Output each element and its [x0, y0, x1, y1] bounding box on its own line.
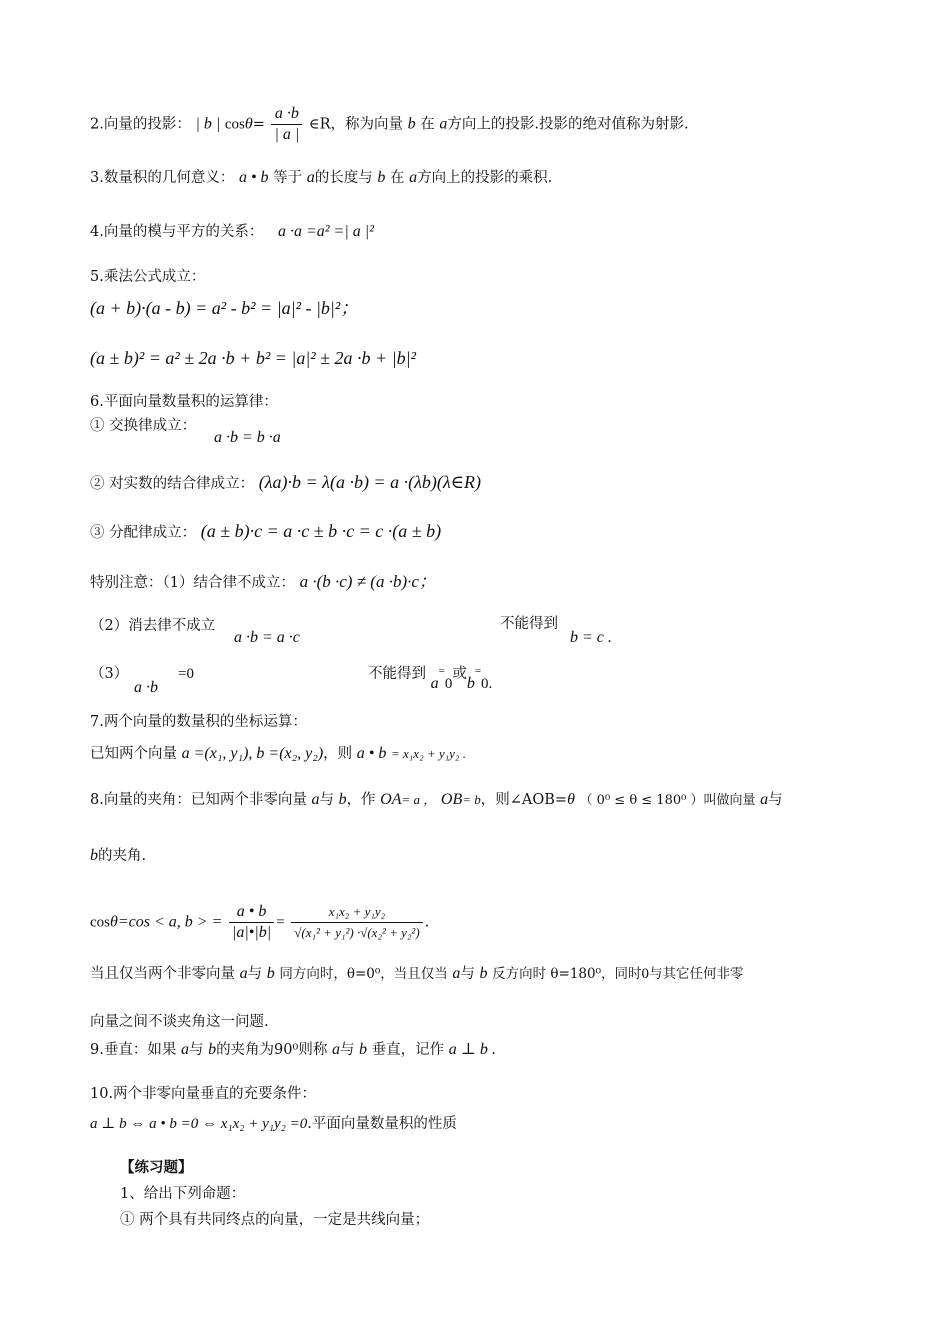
same-dir-line-2 — [90, 1012, 870, 1032]
notes-n3-eq0: = — [438, 665, 445, 677]
exercises-q1-item1-line — [120, 1210, 900, 1230]
angle-end: . — [424, 914, 430, 931]
projection-in-r: ∈R，称为向量 — [308, 116, 404, 133]
exercises-q1-item1: ① 两个具有共同终点的向量，一定是共线向量； — [120, 1212, 430, 1228]
modulus-label: 4.向量的模与平方的关系： — [90, 224, 264, 240]
angle-theta: θ — [567, 791, 575, 808]
angle-eq-a: = a ， — [401, 792, 437, 807]
notes-n3-or: 或 — [452, 666, 467, 682]
notes-n2-expr: a ·b = a ·c — [234, 629, 300, 646]
same-dir-line2: 向量之间不谈夹角这一问题. — [90, 1014, 269, 1030]
angle-fraction-2 — [291, 902, 422, 943]
notes-line-2-end — [570, 628, 770, 648]
angle-make: ，作 — [346, 792, 376, 808]
laws-l2-expr: (λa)·b = λ(a ·b) = a ·(λb)(λ∈R) — [258, 472, 481, 492]
angle-frac2-num: x₁x₂ + y₁y₂ — [291, 902, 422, 923]
notes-n3-eq1: = — [474, 665, 482, 677]
condition-label: 10.两个非零向量垂直的充要条件： — [90, 1086, 317, 1102]
angle-frac1-num: a • b — [229, 902, 274, 923]
notes-n1-expr: a ·(b ·c) ≠ (a ·b)·c； — [299, 572, 436, 591]
same-dir-t2: 同方向时，θ=0⁰，当且仅当 — [279, 966, 448, 982]
angle-frac1-den: |a|•|b| — [231, 924, 272, 941]
geometric-a: a — [306, 169, 315, 186]
angle-cos-label: cos — [90, 914, 110, 931]
coordinate-then: ，则 — [323, 746, 353, 762]
coordinate-text: 已知两个向量 — [90, 746, 177, 762]
projection-den: | a | — [274, 126, 300, 143]
angle-label: 8.向量的夹角：已知两个非零向量 — [90, 792, 307, 808]
notes-line-3-rest — [368, 664, 828, 692]
angle-with2: 与 — [768, 792, 783, 808]
same-dir-a2: a — [452, 965, 461, 982]
perpendicular-text: 的夹角为90⁰则称 — [216, 1042, 328, 1058]
laws-label-line — [90, 392, 870, 412]
modulus-line — [90, 222, 870, 242]
notes-n3-zero2: 0. — [481, 676, 493, 692]
perpendicular-label: 9.垂直：如果 — [90, 1042, 177, 1058]
laws-l1-text: ① 交换律成立： — [90, 418, 197, 434]
laws-l2-text: ② 对实数的结合律成立： — [90, 476, 255, 492]
notes-n3-a: a — [430, 675, 439, 692]
angle-with: 与 — [319, 792, 334, 808]
notes-n3-eq: =0 — [178, 666, 194, 682]
same-dir-a: a — [239, 965, 248, 982]
angle-then: ，则∠AOB= — [480, 792, 568, 808]
angle-line2-b: b — [90, 847, 98, 864]
projection-at: 在 — [420, 116, 435, 133]
projection-line — [90, 104, 870, 145]
projection-rest: 方向上的投影.投影的绝对值称为射影. — [447, 116, 689, 133]
condition-expr: a ⊥ b ⇔ a • b =0 ⇔ x₁x₂ + y₁y₂ =0 — [90, 1116, 308, 1132]
multiplication-f1: (a + b)·(a - b) = a² - b² = |a|² - |b|²； — [90, 298, 359, 318]
geometric-len-of: 的长度与 — [314, 170, 373, 186]
geometric-b: b — [377, 169, 386, 186]
notes-n3-text: （3） — [90, 666, 129, 682]
same-dir-b2: b — [479, 965, 488, 982]
notes-line-1 — [90, 572, 870, 593]
same-dir-with2: 与 — [460, 966, 475, 982]
multiplication-formula-2 — [90, 348, 870, 369]
projection-a: a — [439, 115, 448, 133]
angle-frac2-den: √(x₁² + y₁²) ·√(x₂² + y₂²) — [294, 925, 420, 940]
perpendicular-with2: 与 — [339, 1042, 355, 1058]
angle-line-1 — [90, 790, 870, 811]
coordinate-label: 7.两个向量的数量积的坐标运算： — [90, 714, 307, 730]
coordinate-result: = x₁x₂ + y₁y₂ . — [391, 746, 466, 761]
notes-n2-text: （2）消去律不成立 — [90, 618, 216, 634]
coordinate-ab: a • b — [356, 745, 387, 762]
notes-line-3-eq — [178, 664, 218, 684]
geometric-label: 3.数量积的几何意义： — [90, 170, 235, 186]
geometric-a2: a — [409, 169, 418, 186]
notes-n3-b: b — [466, 675, 475, 692]
laws-l1-expr: a ·b = b ·a — [214, 429, 281, 446]
perpendicular-notation: a ⊥ b . — [448, 1041, 496, 1058]
perpendicular-b2: b — [359, 1041, 368, 1058]
same-dir-with: 与 — [247, 966, 263, 982]
perpendicular-with: 与 — [188, 1042, 204, 1058]
notes-n2-mid: 不能得到 — [500, 616, 558, 632]
angle-cos-theta: θ — [110, 913, 118, 931]
angle-cos-eq: =cos < a, b > = — [117, 913, 223, 931]
multiplication-f2: (a ± b)² = a² ± 2a ·b + b² = |a|² ± 2a ·b + |b|² — [90, 348, 416, 368]
geometric-rest: 方向上的投影的乘积. — [417, 170, 553, 186]
laws-associative — [90, 472, 870, 494]
projection-num: a ·b — [271, 104, 302, 125]
perpendicular-text2: 垂直，记作 — [371, 1042, 445, 1058]
angle-ob: OB — [440, 791, 463, 808]
projection-theta: θ — [244, 115, 253, 133]
geometric-expr: a • b — [238, 169, 269, 186]
angle-cos-formula — [90, 902, 870, 948]
laws-label: 6.平面向量数量积的运算律： — [90, 394, 278, 410]
notes-n2-end: b = c . — [570, 629, 612, 646]
exercises-q1: 1、给出下列命题： — [120, 1186, 246, 1202]
geometric-at: 在 — [390, 170, 405, 186]
laws-l3-expr: (a ± b)·c = a ·c ± b ·c = c ·(a ± b) — [200, 521, 442, 541]
perpendicular-line — [90, 1040, 870, 1060]
same-dir-b: b — [266, 965, 275, 982]
multiplication-formula-1 — [90, 298, 870, 319]
same-dir-t3: 反方向时 θ=180⁰，同时 — [492, 966, 642, 982]
perpendicular-a: a — [180, 1041, 189, 1058]
angle-line2-text: 的夹角. — [98, 848, 147, 864]
same-dir-line-1 — [90, 964, 870, 984]
laws-distributive — [90, 521, 870, 543]
angle-a2: a — [760, 791, 769, 808]
angle-line-2 — [90, 846, 870, 866]
multiplication-label: 5.乘法公式成立： — [90, 269, 206, 285]
projection-label: 2.向量的投影： — [90, 116, 191, 133]
angle-eq2: = — [276, 914, 285, 931]
angle-oa: OA — [380, 791, 402, 808]
geometric-equals: 等于 — [273, 170, 303, 186]
notes-n3-zero: 0 — [444, 676, 453, 692]
multiplication-label-line — [90, 267, 870, 287]
coordinate-line — [90, 744, 870, 764]
angle-fraction-1 — [229, 902, 274, 943]
laws-commutative-expr — [214, 428, 950, 448]
condition-label-line — [90, 1084, 870, 1104]
angle-range: （ 0⁰ ≤ θ ≤ 180⁰ ）叫做向量 — [579, 793, 756, 808]
modulus-expr: a ·a =a² =| a |² — [277, 223, 374, 240]
same-dir-t4: 与其它任何非零 — [649, 966, 744, 982]
notes-n3-expr: a ·b — [134, 679, 158, 696]
coordinate-label-line — [90, 712, 870, 732]
projection-b: b — [407, 115, 416, 133]
laws-l3-text: ③ 分配律成立： — [90, 525, 197, 541]
angle-eq-b: = b — [462, 792, 481, 807]
projection-eq: = — [252, 116, 265, 133]
projection-fraction — [271, 104, 302, 145]
notes-n1-text: 特别注意：（1）结合律不成立： — [90, 575, 295, 591]
exercises-heading: 【练习题】 — [120, 1159, 193, 1176]
geometric-line — [90, 168, 870, 188]
same-dir-t1: 当且仅当两个非零向量 — [90, 966, 235, 982]
angle-a: a — [311, 791, 320, 808]
condition-tail: .平面向量数量积的性质 — [307, 1116, 457, 1132]
condition-line — [90, 1114, 870, 1134]
exercises-heading-line — [120, 1158, 900, 1178]
projection-cos: cos — [224, 116, 245, 133]
coordinate-expr: a =(x₁, y₁), b =(x₂, y₂) — [181, 745, 324, 762]
angle-b: b — [338, 791, 347, 808]
perpendicular-a2: a — [331, 1041, 340, 1058]
exercises-q1-line — [120, 1184, 900, 1204]
notes-n3-mid: 不能得到 — [368, 666, 426, 682]
perpendicular-b: b — [208, 1041, 217, 1058]
same-dir-zero: 0 — [641, 966, 650, 982]
projection-abs-b: | b | — [195, 115, 221, 133]
